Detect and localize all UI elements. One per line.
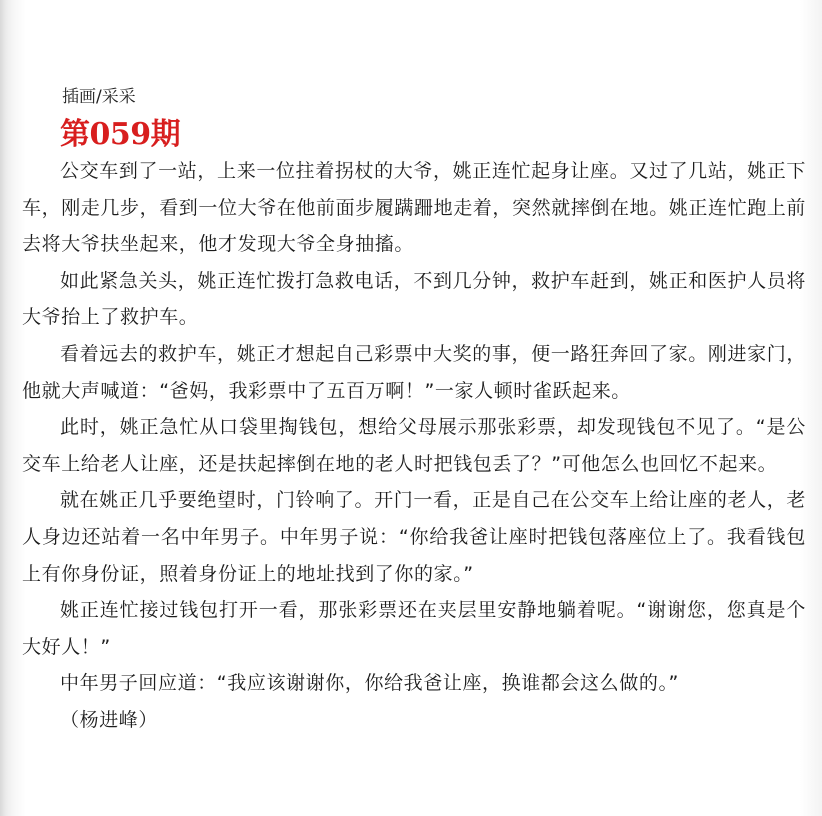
story-paragraph: 姚正连忙接过钱包打开一看，那张彩票还在夹层里安静地躺着呢。“谢谢您，您真是个大好人！” xyxy=(22,599,806,658)
story-body xyxy=(22,153,806,739)
story-paragraph: 此时，姚正急忙从口袋里掏钱包，想给父母展示那张彩票，却发现钱包不见了。“是公交车上给老人让座，还是扶起摔倒在地的老人时把钱包丢了？”可他怎么也回忆不起来。 xyxy=(22,416,806,475)
story-paragraph: 公交车到了一站，上来一位拄着拐杖的大爷，姚正连忙起身让座。又过了几站，姚正下车，刚走几步，看到一位大爷在他前面步履蹒跚地走着，突然就摔倒在地。姚正连忙跑上前去将大爷扶坐起来，他才发现大爷全身抽搐。 xyxy=(22,160,807,256)
story-author: （杨进峰） xyxy=(60,708,159,731)
story-paragraph: 如此紧急关头，姚正连忙拨打急救电话，不到几分钟，救护车赶到，姚正和医护人员将大爷抬上了救护车。 xyxy=(22,269,806,329)
story-paragraph: 就在姚正几乎要绝望时，门铃响了。开门一看，正是自己在公交车上给让座的老人，老人身边还站着一名中年男子。中年男子说：“你给我爸让座时把钱包落座位上了。我看钱包上有你身份证，照着身份证上的地址找到了你的家。” xyxy=(22,489,806,585)
story-paragraph: 中年男子回应道：“我应该谢谢你，你给我爸让座，换谁都会这么做的。” xyxy=(60,672,679,695)
illustration-credit: 插画/采采 xyxy=(62,87,136,107)
issue-number: 第059期 xyxy=(60,117,181,152)
story-paragraph: 看着远去的救护车，姚正才想起自己彩票中大奖的事，便一路狂奔回了家。刚进家门，他就大声喊道：“爸妈，我彩票中了五百万啊！”一家人顿时雀跃起来。 xyxy=(22,342,806,402)
